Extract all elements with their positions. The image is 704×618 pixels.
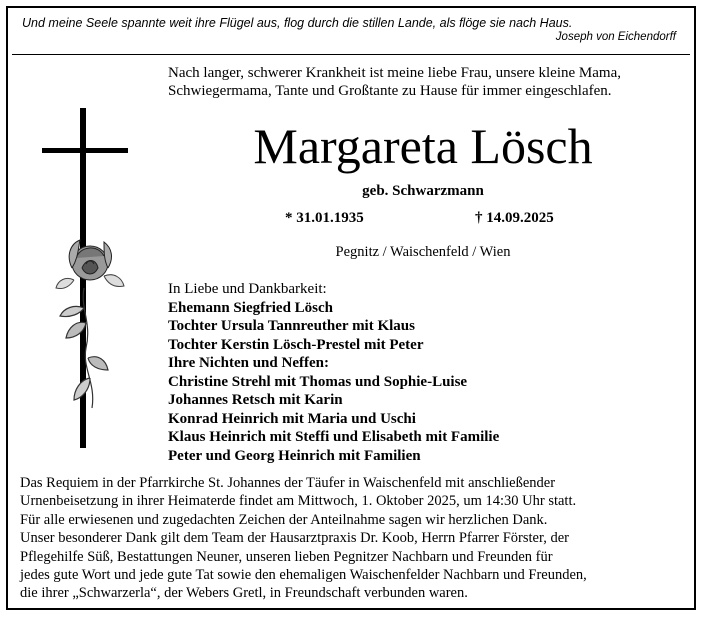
- family-member: Konrad Heinrich mit Maria und Uschi: [168, 410, 416, 427]
- closing-line: Urnenbeisetzung in ihrer Heimaterde findet am Mittwoch, 1. Oktober 2025, um 14:30 Uhr statt.: [20, 493, 577, 510]
- birth-date: * 31.01.1935: [285, 210, 364, 226]
- intro-line: Nach langer, schwerer Krankheit ist meine liebe Frau, unsere kleine Mama,: [168, 65, 621, 81]
- closing-line: jedes gute Wort und jede gute Tat sowie den ehemaligen Waischenfelder Nachbarn und Freunden,: [20, 567, 587, 584]
- epigraph-text: Und meine Seele spannte weit ihre Flügel aus, flog durch die stillen Lande, als flöge sie nach Haus.: [22, 16, 573, 30]
- closing-text: [20, 474, 690, 603]
- family-member: Ihre Nichten und Neffen:: [168, 355, 329, 371]
- deceased-name: Margareta Lösch: [253, 118, 593, 174]
- intro-text: [168, 64, 688, 100]
- family-member: Klaus Heinrich mit Steffi und Elisabeth mit Familie: [168, 429, 500, 445]
- closing-line: Pflegehilfe Süß, Bestattungen Neuner, unseren lieben Pegnitzer Nachbarn und Freunden für: [20, 548, 553, 565]
- places: Pegnitz / Waischenfeld / Wien: [335, 244, 511, 260]
- family-member: Tochter Kerstin Lösch-Prestel mit Peter: [168, 336, 424, 353]
- family-lead: In Liebe und Dankbarkeit:: [168, 281, 327, 297]
- family-member: Johannes Retsch mit Karin: [168, 392, 343, 408]
- family-member: Peter und Georg Heinrich mit Familien: [168, 447, 421, 464]
- maiden-name: geb. Schwarzmann: [362, 183, 484, 199]
- family-list: [168, 280, 688, 465]
- family-member: Ehemann Siegfried Lösch: [168, 299, 334, 316]
- intro-line: Schwiegermama, Tante und Großtante zu Hause für immer eingeschlafen.: [168, 83, 612, 99]
- divider: [12, 54, 690, 55]
- closing-line: die ihrer „Schwarzerla“, der Webers Gretl, in Freundschaft verbunden waren.: [20, 585, 468, 602]
- epigraph: [22, 16, 676, 43]
- closing-line: Für alle erwiesenen und zugedachten Zeichen der Anteilnahme sagen wir herzlichen Dank.: [20, 511, 548, 528]
- closing-line: Das Requiem in der Pfarrkirche St. Johannes der Täufer in Waischenfeld mit anschließender: [20, 475, 556, 491]
- closing-line: Unser besonderer Dank gilt dem Team der Hausarztpraxis Dr. Koob, Herrn Pfarrer Förster, der: [20, 530, 569, 547]
- cross-with-rose-icon: [40, 108, 140, 448]
- death-date: † 14.09.2025: [475, 210, 554, 226]
- epigraph-author: Joseph von Eichendorff: [555, 31, 676, 43]
- family-member: Christine Strehl mit Thomas und Sophie-Luise: [168, 373, 468, 390]
- family-member: Tochter Ursula Tannreuther mit Klaus: [168, 318, 415, 334]
